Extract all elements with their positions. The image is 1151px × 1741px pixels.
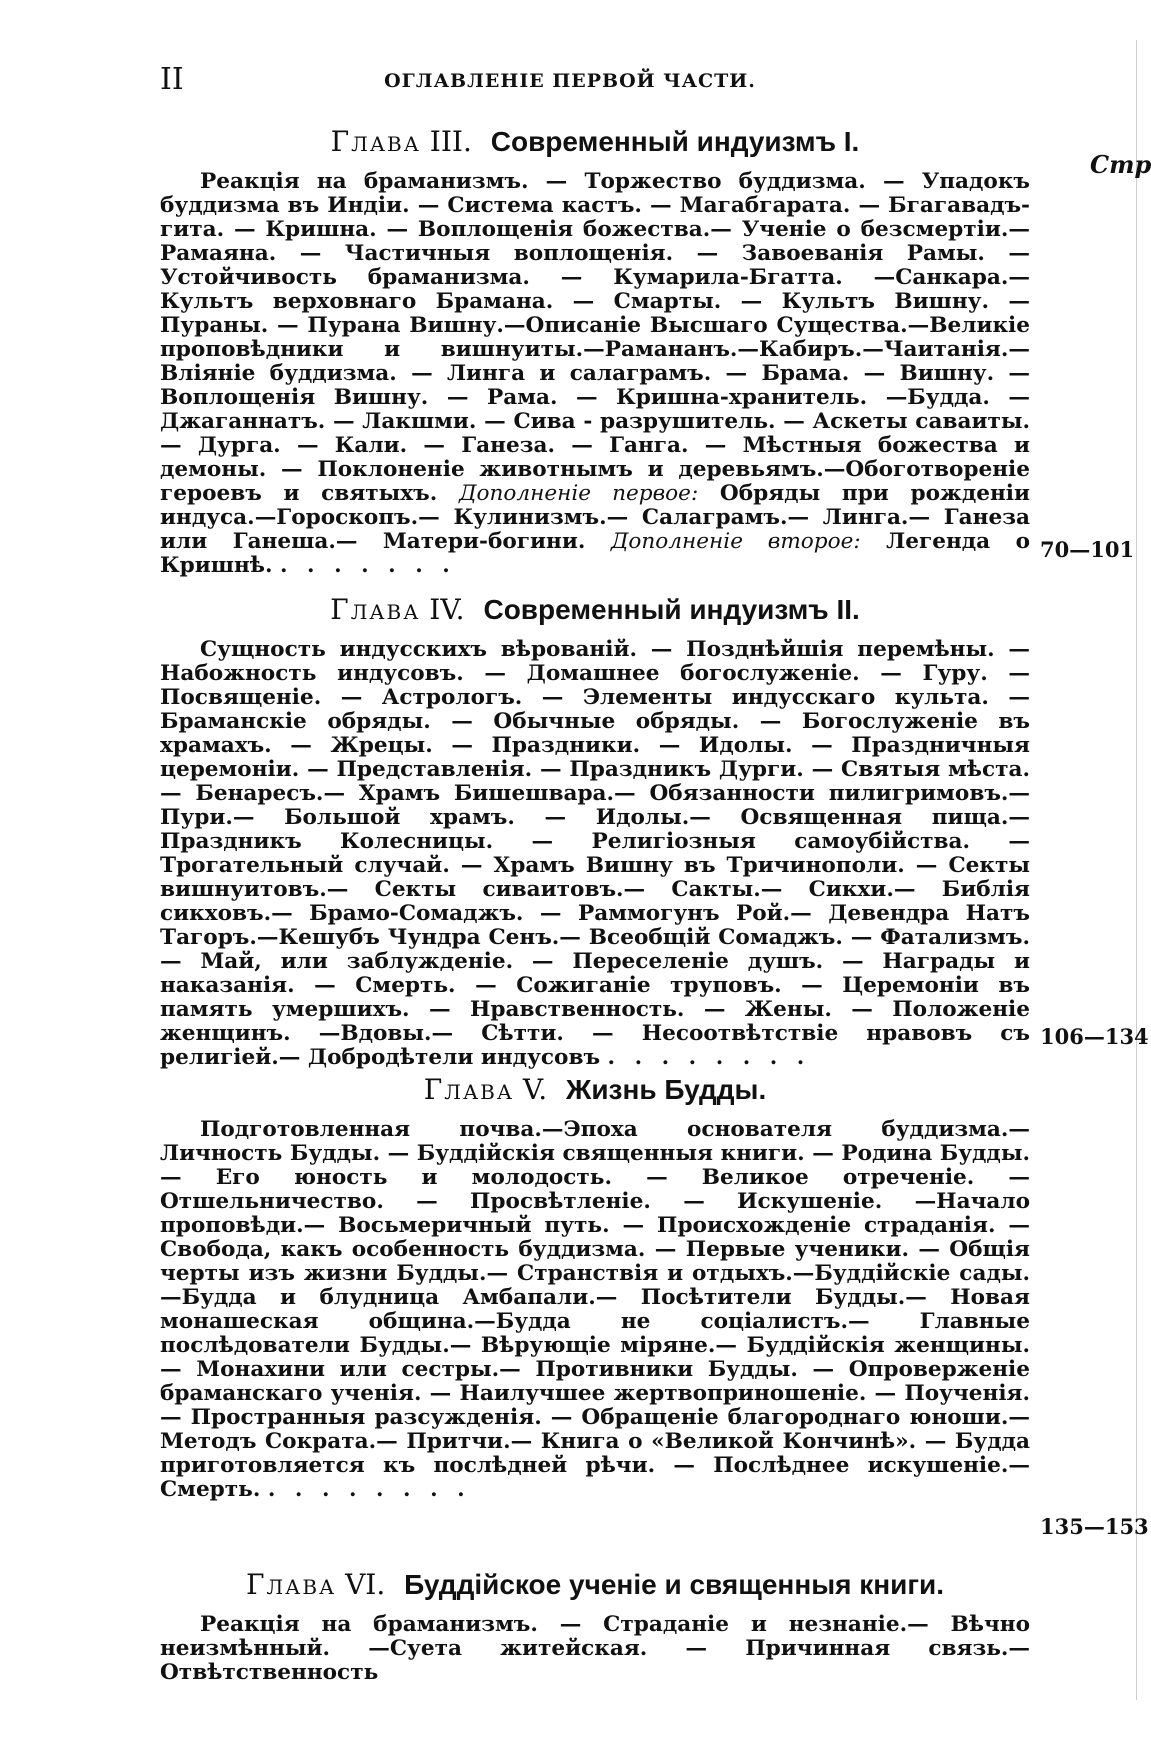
leader-dots: . . . . . . . . <box>607 1045 811 1070</box>
chapter-number: V. <box>522 1073 548 1106</box>
chapter-lead: Глава <box>330 593 421 626</box>
chapter-5 <box>160 1072 1030 1502</box>
chapter-name: Буддійское ученіе и священныя книги. <box>404 1569 945 1600</box>
chapter-name: Современный индуизмъ I. <box>490 126 860 157</box>
running-title: ОГЛАВЛЕНІЕ ПЕРВОЙ ЧАСТИ. <box>384 70 756 92</box>
leader-dots: . . . . . . . <box>280 553 456 578</box>
chapter-4-synopsis <box>160 638 1030 1070</box>
chapter-6 <box>160 1567 1030 1685</box>
chapter-lead: Глава <box>330 125 421 158</box>
synopsis-text: Реакція на браманизмъ. — Торжество буддизма. — Упадокъ буддизма въ Индіи. — Система кастъ. — Магабгарата. — Бгагавадъ-гита. — Кришна. — Воплощенія божества.— Ученіе о безсмертіи.— Рамаяна. — Частичныя воплощенія. — Завоеванія Рамы. — Устойчивость браманизма. — Кумарила-Бгатта. —Санкара.— Культъ верховнаго Брамана. — Смарты. — Культъ Вишну. — Пураны. — Пурана Вишну.—Описаніе Высшаго Существа.—Великіе проповѣдники и вишнуиты.—Рамананъ.—Кабиръ.—Чаитанія.— Вліяніе буддизма. — Линга и салаграмъ. — Брама. — Вишну. — Воплощенія Вишну. — Рама. — Кришна-хранитель. —Будда. —Джаганнатъ. — Лакшми. — Сива - разрушитель. — Аскеты саваиты. — Дурга. — Кали. — Ганеза. — Ганга. — Мѣстныя божества и демоны. — Поклоненіе животнымъ и деревьямъ.—Обоготвореніе героевъ и святыхъ. <box>160 169 1030 506</box>
chapter-name: Жизнь Будды. <box>566 1074 767 1105</box>
chapter-3 <box>160 124 1030 578</box>
pages-column-header: Стр <box>1090 150 1151 179</box>
leader-dots: . . . . . . . . <box>267 1477 471 1502</box>
chapter-5-title <box>160 1072 1030 1108</box>
supplement-1-text: Обряды при рожденіи индуса.—Гороскопъ.— Кулинизмъ.— Салаграмъ.— Линга.— Ганеза или Ганеша.— Матери-богини. <box>160 481 1030 554</box>
supplement-2-text: Легенда о Кришнѣ. <box>160 529 1030 578</box>
page-edge-line <box>1136 40 1137 1700</box>
chapter-5-pages: 135—153 <box>1040 1514 1149 1539</box>
chapter-lead: Глава <box>423 1073 514 1106</box>
chapter-lead: Глава <box>245 1568 337 1601</box>
chapter-name: Современный индуизмъ II. <box>483 594 860 625</box>
chapter-number: IV. <box>429 593 465 626</box>
chapter-3-synopsis <box>160 170 1030 578</box>
supplement-2-label: Дополненіе второе: <box>610 529 861 554</box>
chapter-4-title <box>160 592 1030 628</box>
chapter-number: VI. <box>345 1568 386 1601</box>
supplement-1-label: Дополненіе первое: <box>458 481 699 506</box>
chapter-6-title <box>160 1567 1030 1603</box>
chapter-3-pages: 70—101 <box>1040 537 1135 562</box>
chapter-5-synopsis <box>160 1118 1030 1502</box>
page-number: II <box>160 62 184 97</box>
chapter-number: III. <box>429 125 472 158</box>
chapter-4 <box>160 592 1030 1070</box>
synopsis-text: Реакція на браманизмъ. — Страданіе и незнаніе.— Вѣчно неизмѣнный. —Суета житейская. — Причинная связь.— Отвѣтственность <box>160 1612 1030 1685</box>
synopsis-text: Сущность индусскихъ вѣрованій. — Позднѣйшія перемѣны. — Набожность индусовъ. — Домашнее богослуженіе. — Гуру. — Посвященіе. — Астрологъ. — Элементы индусскаго культа. — Браманскіе обряды. — Обычные обряды. — Богослуженіе въ храмахъ. — Жрецы. — Праздники. — Идолы. — Праздничныя церемоніи. — Представленія. — Праздникъ Дурги. — Святыя мѣста. — Бенаресъ.— Храмъ Бишешвара.— Обязанности пилигримовъ.— Пури.— Большой храмъ. — Идолы.— Освященная пища.— Праздникъ Колесницы. — Религіозныя самоубійства. — Трогательный случай. — Храмъ Вишну въ Тричинополи. — Секты вишнуитовъ.— Секты сиваитовъ.— Сакты.— Сикхи.— Библія сикховъ.— Брамо-Сомаджъ. — Раммогунъ Рой.— Девендра Натъ Тагоръ.—Кешубъ Чундра Сенъ.— Всеобщій Сомаджъ. — Фатализмъ. — Май, или заблужденіе. — Переселеніе душъ. — Награды и наказанія. — Смерть. — Сожиганіе труповъ. — Церемоніи въ память умершихъ. — Нравственность. — Жены. — Положеніе женщинъ. —Вдовы.— Сѣтти. — Несоотвѣтствіе нравовъ съ религіей.— Добродѣтели индусовъ <box>160 637 1030 1070</box>
chapter-3-title <box>160 124 1030 160</box>
chapter-6-synopsis <box>160 1613 1030 1685</box>
synopsis-text: Подготовленная почва.—Эпоха основателя буддизма.— Личность Будды. — Буддійскія священныя книги. — Родина Будды. — Его юность и молодость. — Великое отреченіе. — Отшельничество. — Просвѣтленіе. — Искушеніе. —Начало проповѣди.— Восьмеричный путь. — Происхожденіе страданія. — Свобода, какъ особенность буддизма. — Первые ученики. — Общія черты изъ жизни Будды.— Странствія и отдыхъ.—Буддійскіе сады.—Будда и блудница Амбапали.— Посѣтители Будды.— Новая монашеская община.—Будда не соціалистъ.— Главные послѣдователи Будды.— Вѣрующіе міряне.— Буддійскія женщины.— Монахини или сестры.— Противники Будды. — Опроверженіе браманскаго ученія. — Наилучшее жертвоприношеніе. — Поученія. — Пространныя разсужденія. — Обращеніе благороднаго юноши.— Методъ Сократа.— Притчи.— Книга о «Великой Кончинѣ». — Будда приготовляется къ послѣдней рѣчи. — Послѣднее искушеніе.— Смерть. <box>160 1117 1030 1502</box>
chapter-4-pages: 106—134 <box>1040 1024 1149 1049</box>
